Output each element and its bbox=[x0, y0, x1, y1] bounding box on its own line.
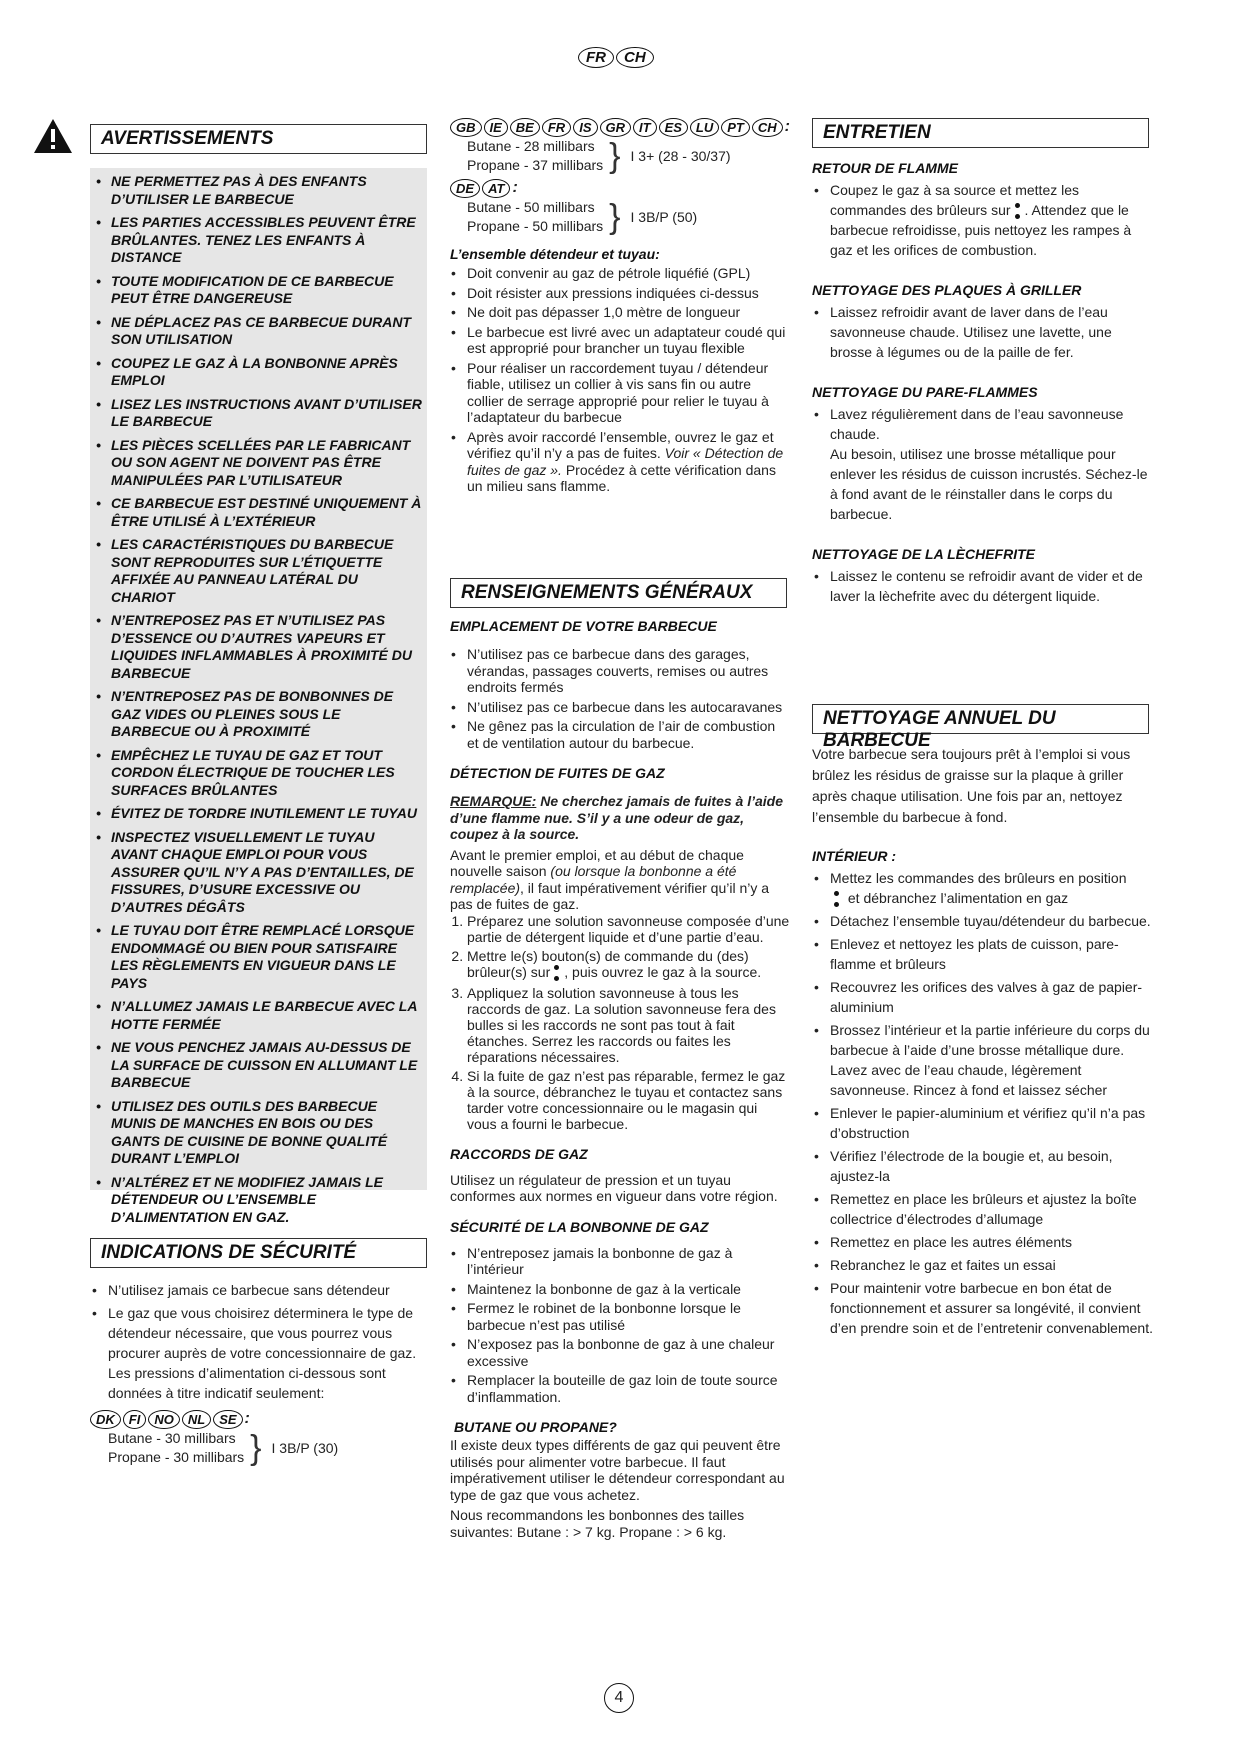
country-code-ch: CH bbox=[616, 47, 654, 68]
avertissement-item: • LES PIÈCES SCELLÉES PAR LE FABRICANT OU SON AGENT NE DOIVENT PAS ÊTRE MANIPULÉES PAR L’UTILISATEUR bbox=[111, 437, 423, 490]
avertissement-item: • COUPEZ LE GAZ À LA BONBONNE APRÈS EMPLOI bbox=[111, 355, 423, 390]
ensemble-item: • Ne doit pas dépasser 1,0 mètre de longueur bbox=[467, 304, 790, 321]
leche-list bbox=[812, 566, 1157, 606]
bonbonne-title: SÉCURITÉ DE LA BONBONNE DE GAZ bbox=[450, 1218, 709, 1235]
country-code: GB bbox=[450, 118, 482, 137]
pressure-line: Propane - 50 millibars bbox=[467, 218, 604, 234]
pressure-line: Propane - 30 millibars bbox=[108, 1449, 245, 1465]
avertissement-item: • TOUTE MODIFICATION DE CE BARBECUE PEUT ÊTRE DANGEREUSE bbox=[111, 273, 423, 308]
page-number-text: 4 bbox=[614, 1689, 624, 1706]
avertissement-item: • CE BARBECUE EST DESTINÉ UNIQUEMENT À ÊTRE UTILISÉ À L’EXTÉRIEUR bbox=[111, 495, 423, 530]
annuel-content bbox=[812, 744, 1157, 1341]
country-code: PT bbox=[721, 118, 750, 137]
ensemble-item: • Pour réaliser un raccordement tuyau / détendeur fiable, utilisez un collier à vis sans fin ou autre collier de serrage approprié pour relier le tuyau à l’adaptateur du barbecue bbox=[467, 360, 790, 426]
avertissements-list bbox=[90, 168, 427, 1226]
pressure-group-nordic: Butane - 30 millibars Propane - 30 millibars } I 3B/P (30) bbox=[108, 1429, 339, 1467]
detection-step: 2. Mettre le(s) bouton(s) de commande du (des) brûleur(s) sur , puis ouvrez le gaz à la source. bbox=[467, 948, 790, 982]
remarque: REMARQUE: Ne cherchez jamais de fuites à l’aide d’une flamme nue. S’il y a une odeur de gaz, coupez à la source. bbox=[450, 793, 784, 842]
interieur-item: • Enlevez et nettoyez les plats de cuisson, pare-flamme et brûleurs bbox=[830, 934, 1157, 974]
country-code: FR bbox=[542, 118, 571, 137]
avertissement-item: • LISEZ LES INSTRUCTIONS AVANT D’UTILISER LE BARBECUE bbox=[111, 396, 423, 431]
avertissement-item: • UTILISEZ DES OUTILS DES BARBECUE MUNIS DE MANCHES EN BOIS OU DES GANTS DE CUISINE DE BONNE QUALITÉ DURANT L’EMPLOI bbox=[111, 1098, 423, 1168]
knob-off-icon bbox=[554, 964, 560, 982]
avertissement-item: • N’ALTÉREZ ET NE MODIFIEZ JAMAIS LE DÉTENDEUR OU L’ENSEMBLE D’ALIMENTATION EN GAZ. bbox=[111, 1174, 423, 1227]
emplacement-item: • N’utilisez pas ce barbecue dans les autocaravanes bbox=[467, 699, 790, 716]
entretien-content bbox=[812, 160, 1157, 609]
avertissement-item: • NE VOUS PENCHEZ JAMAIS AU-DESSUS DE LA SURFACE DE CUISSON EN ALLUMANT LE BARBECUE bbox=[111, 1039, 423, 1092]
avertissements-box bbox=[90, 168, 427, 1225]
plaques-item: • Laissez refroidir avant de laver dans de l’eau savonneuse chaude. Utilisez une lavette, une brosse à légumes ou de la paille de fer. bbox=[830, 302, 1157, 362]
pressure-line: Butane - 28 millibars bbox=[467, 138, 595, 154]
emplacement-title: EMPLACEMENT DE VOTRE BARBECUE bbox=[450, 618, 717, 634]
securite-list bbox=[90, 1280, 430, 1403]
renseignements-content bbox=[450, 618, 790, 1540]
country-code: BE bbox=[510, 118, 540, 137]
interieur-item: • Détachez l’ensemble tuyau/détendeur du barbecue. bbox=[830, 911, 1157, 931]
ensemble-item: • Doit convenir au gaz de pétrole liquéfié (GPL) bbox=[467, 265, 790, 282]
gaz-column-top bbox=[450, 118, 790, 498]
pare-title: NETTOYAGE DU PARE-FLAMMES bbox=[812, 384, 1038, 401]
butane-title: BUTANE OU PROPANE? bbox=[454, 1419, 617, 1436]
detection-intro: Avant le premier emploi, et au début de chaque nouvelle saison (ou lorsque la bonbonne a été remplacée), il faut impérativement vérifier qu’il n’y a pas de fuites de gaz. bbox=[450, 846, 770, 912]
interieur-item: • Brossez l’intérieur et la partie inférieure du corps du barbecue à l’aide d’une brosse métallique dure. Lavez avec de l’eau chaude, légèrement savonneuse. Rincez à fond et laissez sécher bbox=[830, 1020, 1157, 1100]
butane-recommendation: Nous recommandons les bonbonnes des tailles suivantes: Butane : > 7 kg. Propane : > 6 kg. bbox=[450, 1507, 745, 1540]
raccords-title: RACCORDS DE GAZ bbox=[450, 1145, 588, 1162]
bonbonne-item: • Maintenez la bonbonne de gaz à la verticale bbox=[467, 1281, 790, 1298]
interieur-item: • Rebranchez le gaz et faites un essai bbox=[830, 1255, 1157, 1275]
bonbonne-item: • N’exposez pas la bonbonne de gaz à une chaleur excessive bbox=[467, 1336, 790, 1369]
raccords-text: Utilisez un régulateur de pression et un tuyau conformes aux normes en vigueur dans votre région. bbox=[450, 1171, 778, 1205]
pressure-group-german: Butane - 50 millibars Propane - 50 millibars } I 3B/P (50) bbox=[467, 198, 698, 236]
emplacement-list bbox=[450, 646, 790, 751]
avertissement-item: • N’ENTREPOSEZ PAS ET N’UTILISEZ PAS D’ESSENCE OU D’AUTRES VAPEURS ET LIQUIDES INFLAMMABLES À PROXIMITÉ DU BARBECUE bbox=[111, 612, 423, 682]
country-code: IT bbox=[633, 118, 657, 137]
gas-category: I 3B/P (50) bbox=[630, 208, 698, 225]
avertissement-item: • EMPÊCHEZ LE TUYAU DE GAZ ET TOUT CORDON ÉLECTRIQUE DE TOUCHER LES SURFACES BRÛLANTES bbox=[111, 747, 423, 800]
annuel-title: NETTOYAGE ANNUEL DU BARBECUE bbox=[812, 704, 1149, 734]
country-code: SE bbox=[213, 1410, 242, 1429]
country-code: IE bbox=[484, 118, 508, 137]
retour-list bbox=[812, 180, 1157, 260]
interieur-list bbox=[812, 868, 1157, 1338]
warning-triangle-icon bbox=[33, 118, 73, 154]
pressure-line: Butane - 30 millibars bbox=[108, 1430, 236, 1446]
retour-title: RETOUR DE FLAMME bbox=[812, 160, 958, 176]
country-code: NL bbox=[182, 1410, 211, 1429]
country-code-fr: FR bbox=[578, 47, 614, 68]
detection-steps bbox=[450, 913, 790, 1132]
interieur-title: INTÉRIEUR : bbox=[812, 848, 896, 864]
ensemble-item: • Le barbecue est livré avec un adaptateur coudé qui est approprié pour brancher un tuyau flexible bbox=[467, 324, 790, 357]
interieur-item: • Mettez les commandes des brûleurs en position et débranchez l’alimentation en gaz bbox=[830, 868, 1157, 908]
country-code: GR bbox=[600, 118, 632, 137]
interieur-item: • Recouvrez les orifices des valves à gaz de papier-aluminium bbox=[830, 977, 1157, 1017]
securite-item: • N’utilisez jamais ce barbecue sans détendeur bbox=[108, 1280, 430, 1300]
country-code: DK bbox=[90, 1410, 121, 1429]
avertissements-title: AVERTISSEMENTS bbox=[90, 124, 427, 154]
securite-item: • Le gaz que vous choisirez déterminera le type de détendeur nécessaire, que vous pourrez vous procurer auprès de votre concessionnaire de gaz. Les pressions d’alimentation ci-dessous sont données à titre indicatif seulement: bbox=[108, 1303, 430, 1403]
ensemble-item: • Après avoir raccordé l’ensemble, ouvrez le gaz et vérifiez qu’il n’y a pas de fuites. Voir « Détection de fuites de gaz ». Procédez à cette vérification dans un milieu sans flamme. bbox=[467, 429, 790, 495]
plaques-title: NETTOYAGE DES PLAQUES À GRILLER bbox=[812, 282, 1082, 299]
detection-step: 4. Si la fuite de gaz n’est pas réparable, fermez le gaz à la source, débranchez le tuyau et contactez sans tarder votre concessionnaire ou le magasin qui vous a fourni le barbecue. bbox=[467, 1068, 790, 1132]
western-country-codes: GB IE BE FR IS GR IT ES LU PT CH : bbox=[450, 118, 790, 137]
country-code: IS bbox=[573, 118, 597, 137]
interieur-item: • Remettez en place les autres éléments bbox=[830, 1232, 1157, 1252]
plaques-list bbox=[812, 302, 1157, 362]
detection-step: 1. Préparez une solution savonneuse composée d’une partie de détergent liquide et d’une partie d’eau. bbox=[467, 913, 790, 945]
bonbonne-list bbox=[450, 1245, 790, 1406]
ensemble-item: • Doit résister aux pressions indiquées ci-dessus bbox=[467, 285, 790, 302]
nordic-country-codes: DK FI NO NL SE : bbox=[90, 1410, 250, 1429]
ensemble-list bbox=[450, 265, 790, 495]
country-code: AT bbox=[482, 179, 510, 198]
pressure-line: Butane - 50 millibars bbox=[467, 199, 595, 215]
country-code: DE bbox=[450, 179, 480, 198]
avertissement-item: • NE DÉPLACEZ PAS CE BARBECUE DURANT SON UTILISATION bbox=[111, 314, 423, 349]
german-country-codes: DE AT : bbox=[450, 179, 518, 198]
leche-item: • Laissez le contenu se refroidir avant de vider et de laver la lèchefrite avec du détergent liquide. bbox=[830, 566, 1157, 606]
pare-item: • Lavez régulièrement dans de l’eau savonneuse chaude. Au besoin, utilisez une brosse métallique pour enlever les résidus de cuisson incrustés. Séchez-le à fond avant de le réinstaller dans le corps du barbecue. bbox=[830, 404, 1157, 524]
interieur-item: • Remettez en place les brûleurs et ajustez la boîte collectrice d’électrodes d’allumage bbox=[830, 1189, 1157, 1229]
avertissement-item: • LE TUYAU DOIT ÊTRE REMPLACÉ LORSQUE ENDOMMAGÉ OU BIEN POUR SATISFAIRE LES RÈGLEMENTS EN VIGUEUR DANS LE PAYS bbox=[111, 922, 423, 992]
country-code: ES bbox=[659, 118, 688, 137]
avertissement-item: • INSPECTEZ VISUELLEMENT LE TUYAU AVANT CHAQUE EMPLOI POUR VOUS ASSURER QU’IL N’Y A PAS D’ENTAILLES, DE FISSURES, D’USURE EXCESSIVE OU D’AUTRES DÉGÂTS bbox=[111, 829, 423, 917]
avertissement-item: • N’ALLUMEZ JAMAIS LE BARBECUE AVEC LA HOTTE FERMÉE bbox=[111, 998, 423, 1033]
bonbonne-item: • N’entreposez jamais la bonbonne de gaz à l’intérieur bbox=[467, 1245, 790, 1278]
avertissement-item: • N’ENTREPOSEZ PAS DE BONBONNES DE GAZ VIDES OU PLEINES SOUS LE BARBECUE OU À PROXIMITÉ bbox=[111, 688, 423, 741]
gas-category: I 3+ (28 - 30/37) bbox=[630, 147, 731, 164]
annuel-intro: Votre barbecue sera toujours prêt à l’emploi si vous brûlez les résidus de graisse sur la plaque à griller après chaque utilisation. Une fois par an, nettoyez l’ensemble du barbecue à fond. bbox=[812, 746, 1131, 825]
butane-text: Il existe deux types différents de gaz qui peuvent être utilisés pour alimenter votre barbecue. Il faut impérativement utiliser le détendeur correspondant au type de gaz que vous achetez. bbox=[450, 1437, 785, 1503]
header-country-codes bbox=[578, 47, 654, 68]
renseignements-title: RENSEIGNEMENTS GÉNÉRAUX bbox=[450, 578, 787, 608]
detection-title: DÉTECTION DE FUITES DE GAZ bbox=[450, 765, 665, 781]
bonbonne-item: • Fermez le robinet de la bonbonne lorsque le barbecue n’est pas utilisé bbox=[467, 1300, 790, 1333]
country-code: LU bbox=[690, 118, 719, 137]
pressure-group-western: Butane - 28 millibars Propane - 37 millibars } I 3+ (28 - 30/37) bbox=[467, 137, 731, 175]
securite-content bbox=[90, 1280, 430, 1467]
securite-title: INDICATIONS DE SÉCURITÉ bbox=[90, 1238, 427, 1268]
avertissement-item: • LES PARTIES ACCESSIBLES PEUVENT ÊTRE BRÛLANTES. TENEZ LES ENFANTS À DISTANCE bbox=[111, 214, 423, 267]
bonbonne-item: • Remplacer la bouteille de gaz loin de toute source d’inflammation. bbox=[467, 1372, 790, 1405]
country-code: NO bbox=[148, 1410, 180, 1429]
detection-step: 3. Appliquez la solution savonneuse à tous les raccords de gaz. La solution savonneuse fera des bulles si les raccords ne sont pas tout à fait étanches. Serrez les raccords ou faites les réparations nécessaires. bbox=[467, 985, 790, 1065]
interieur-item: • Pour maintenir votre barbecue en bon état de fonctionnement et assurer sa longévité, il convient d’en prendre soin et de l’entretenir convenablement. bbox=[830, 1278, 1157, 1338]
pressure-line: Propane - 37 millibars bbox=[467, 157, 604, 173]
interieur-item: • Enlever le papier-aluminium et vérifiez qu’il n’a pas d’obstruction bbox=[830, 1103, 1157, 1143]
emplacement-item: • Ne gênez pas la circulation de l’air de combustion et de ventilation autour du barbecue. bbox=[467, 718, 790, 751]
leche-title: NETTOYAGE DE LA LÈCHEFRITE bbox=[812, 546, 1035, 563]
avertissement-item: • NE PERMETTEZ PAS À DES ENFANTS D’UTILISER LE BARBECUE bbox=[111, 173, 423, 208]
ensemble-title: L’ensemble détendeur et tuyau: bbox=[450, 246, 660, 262]
interieur-item: • Vérifiez l’électrode de la bougie et, au besoin, ajustez-la bbox=[830, 1146, 1157, 1186]
country-code: FI bbox=[123, 1410, 147, 1429]
page-number bbox=[604, 1683, 634, 1713]
knob-off-icon bbox=[834, 890, 840, 908]
avertissement-item: • ÉVITEZ DE TORDRE INUTILEMENT LE TUYAU bbox=[111, 805, 423, 823]
country-code: CH bbox=[752, 118, 783, 137]
emplacement-item: • N’utilisez pas ce barbecue dans des garages, vérandas, passages couverts, remises ou autres endroits fermés bbox=[467, 646, 790, 696]
gas-category: I 3B/P (30) bbox=[271, 1439, 339, 1456]
avertissement-item: • LES CARACTÉRISTIQUES DU BARBECUE SONT REPRODUITES SUR L’ÉTIQUETTE AFFIXÉE AU PANNEAU LATÉRAL DU CHARIOT bbox=[111, 536, 423, 606]
entretien-title: ENTRETIEN bbox=[812, 118, 1149, 148]
retour-item: • Coupez le gaz à sa source et mettez les commandes des brûleurs sur . Attendez que le barbecue refroidisse, puis nettoyez les rampes à gaz et les orifices de combustion. bbox=[830, 180, 1157, 260]
knob-off-icon bbox=[1015, 202, 1021, 220]
pare-list bbox=[812, 404, 1157, 524]
